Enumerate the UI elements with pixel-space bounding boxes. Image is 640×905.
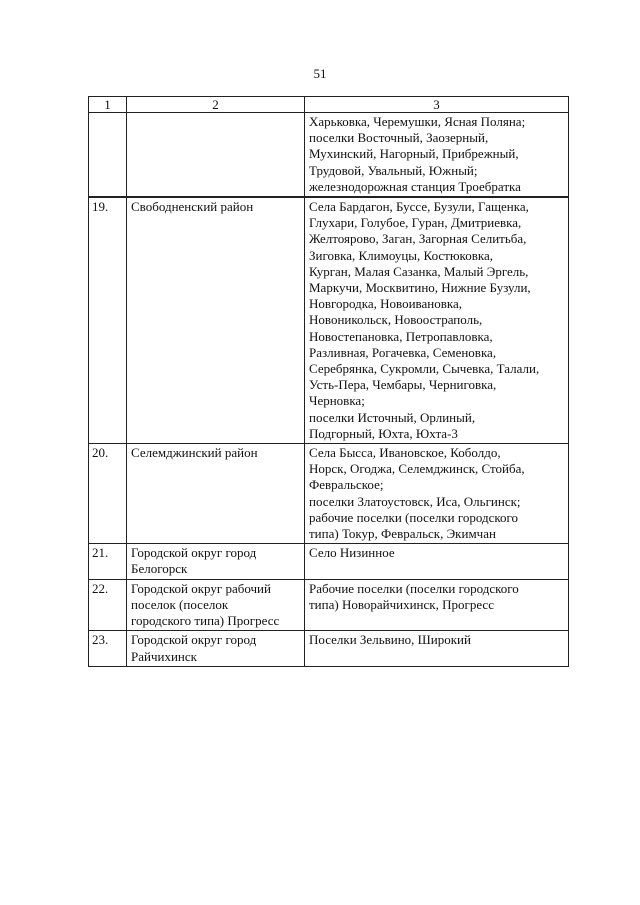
table-row xyxy=(89,631,569,666)
row-settlements: Рабочие поселки (поселки городского типа) Новорайчихинск, Прогресс xyxy=(305,579,569,631)
row-settlements: Поселки Зельвино, Широкий xyxy=(305,631,569,666)
header-col-1: 1 xyxy=(89,97,127,113)
table-body xyxy=(89,97,569,667)
row-settlements: Села Бардагон, Буссе, Бузули, Гащенка, Глухари, Голубое, Гуран, Дмитриевка, Желтоярово, Заган, Загорная Селитьба, Зиговка, Климоуцы, Костюковка, Курган, Малая Сазанка, Малый Эргель, Маркучи, Москвитино, Нижние Бузули, Новгородка, Новоивановка, Новоникольск, Новоостраполь, Новостепановка, Петропавловка, Разливная, Рогачевка, Семеновка, Серебрянка, Сукромли, Сычевка, Талали, Усть-Пера, Чембары, Черниговка, Черновка; поселки Источный, Орлиный, Подгорный, Юхта, Юхта-3 xyxy=(305,197,569,444)
settlements-table xyxy=(88,96,569,667)
row-settlements: Село Низинное xyxy=(305,544,569,579)
table-header-row xyxy=(89,97,569,113)
row-district: Городской округ город Райчихинск xyxy=(127,631,305,666)
row-number: 22. xyxy=(89,579,127,631)
header-col-2: 2 xyxy=(127,97,305,113)
row-settlements: Села Бысса, Ивановское, Коболдо, Норск, Огоджа, Селемджинск, Стойба, Февральское; поселки Златоустовск, Иса, Ольгинск; рабочие поселки (поселки городского типа) Токур, Февральск, Экимчан xyxy=(305,444,569,544)
row-number: 19. xyxy=(89,197,127,444)
table-row xyxy=(89,113,569,198)
table-row xyxy=(89,579,569,631)
row-number: 20. xyxy=(89,444,127,544)
row-district xyxy=(127,113,305,198)
row-district: Свободненский район xyxy=(127,197,305,444)
row-district: Селемджинский район xyxy=(127,444,305,544)
table-row xyxy=(89,544,569,579)
row-district: Городской округ рабочий поселок (поселок городского типа) Прогресс xyxy=(127,579,305,631)
page-number: 51 xyxy=(313,66,327,81)
table-row xyxy=(89,444,569,544)
header-col-3: 3 xyxy=(305,97,569,113)
row-number: 23. xyxy=(89,631,127,666)
table-row xyxy=(89,197,569,444)
row-number xyxy=(89,113,127,198)
row-district: Городской округ город Белогорск xyxy=(127,544,305,579)
row-settlements: Харьковка, Черемушки, Ясная Поляна; поселки Восточный, Заозерный, Мухинский, Нагорный, Прибрежный, Трудовой, Увальный, Южный; железнодорожная станция Троебратка xyxy=(305,113,569,198)
row-number: 21. xyxy=(89,544,127,579)
